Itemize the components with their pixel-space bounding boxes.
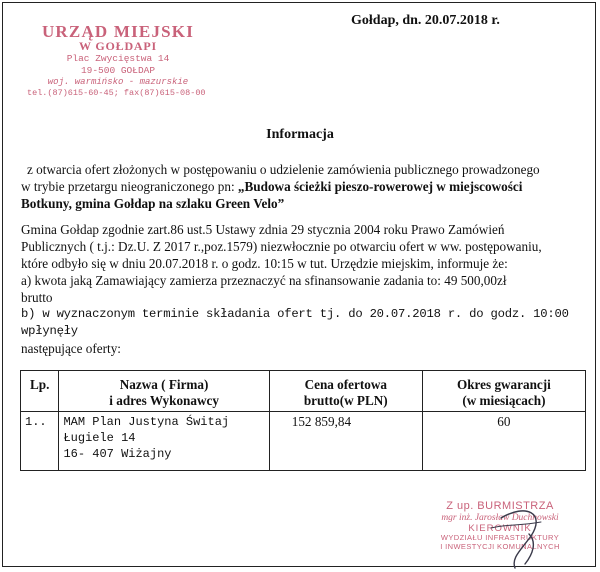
table-row <box>21 412 586 471</box>
info-paragraph <box>21 221 581 357</box>
office-stamp <box>27 22 206 98</box>
header-warranty-line1: Okres gwarancji <box>456 377 551 392</box>
budget-line-cont: brutto <box>21 290 53 305</box>
stamp-address-line2: 19-500 GOŁDAP <box>80 65 156 77</box>
project-title-part1: „Budowa ścieżki pieszo-rowerowej w miejscowości <box>237 179 523 194</box>
intro-procedure-text: w trybie przetargu nieograniczonego pn: <box>21 179 238 194</box>
signature-name: mgr inż. Jarosław Duchnowski <box>441 512 559 523</box>
signature-dept-line1: WYDZIAŁU INFRASTRUKTURY <box>440 533 560 543</box>
contractor-street: Ługiele 14 <box>63 431 136 445</box>
stamp-address-line1: Plac Zwycięstwa 14 <box>66 53 170 65</box>
project-title-part2: Botkuny, gmina Gołdap na szlaku Green Velo” <box>21 196 285 211</box>
header-price <box>269 371 422 412</box>
cell-contractor <box>59 412 269 471</box>
signature-stamp <box>415 500 585 552</box>
document-page <box>2 2 596 567</box>
budget-line: a) kwota jaką Zamawiający zamierza przeznaczyć na sfinansowanie zadania to: 49 500,00zł <box>21 273 507 288</box>
header-warranty <box>422 371 585 412</box>
info-line: Publicznych ( t.j.: Dz.U. Z 2017 r.,poz.1579) niezwłocznie po otwarciu ofert w ww. postępowaniu, <box>21 239 542 254</box>
cell-price: 152 859,84 <box>269 412 422 471</box>
offers-intro-line: następujące oferty: <box>21 341 121 356</box>
header-warranty-line2: (w miesiącach) <box>462 393 546 408</box>
stamp-subtitle: W GOŁDAPI <box>79 38 157 53</box>
offers-table <box>20 370 586 471</box>
header-contractor <box>59 371 269 412</box>
document-date: Gołdap, dn. 20.07.2018 r. <box>351 13 500 28</box>
header-price-line1: Cena ofertowa <box>304 377 387 392</box>
signature-role: KIEROWNIK <box>468 522 532 534</box>
cell-warranty: 60 <box>422 412 585 471</box>
info-line: które odbyło się w dniu 20.07.2018 r. o godz. 10:15 w tut. Urzędzie miejskim, informuje że: <box>21 256 508 271</box>
header-contractor-line2: i adres Wykonawcy <box>109 393 219 408</box>
table-header-row <box>21 371 586 412</box>
deadline-line: b) w wyznaczonym terminie składania ofert tj. do 20.07.2018 r. do godz. 10:00 wpłynęły <box>21 307 569 338</box>
signature-title: Z up. BURMISTRZA <box>446 500 554 512</box>
header-price-line2: brutto(w PLN) <box>303 393 388 408</box>
contractor-city: 16- 407 Wiżajny <box>63 447 172 461</box>
info-line: Gmina Gołdap zgodnie zart.86 ust.5 Ustawy zdnia 29 stycznia 2004 roku Prawo Zamówień <box>21 222 505 237</box>
stamp-region: woj. warmińsko - mazurskie <box>47 77 189 88</box>
contractor-name: MAM Plan Justyna Świtaj <box>63 415 230 429</box>
intro-line <box>21 178 581 195</box>
header-lp: Lp. <box>21 371 59 412</box>
intro-paragraph <box>21 161 581 212</box>
header-contractor-line1: Nazwa ( Firma) <box>119 377 209 392</box>
intro-line: z otwarcia ofert złożonych w postępowaniu o udzielenie zamówienia publicznego prowadzonego <box>27 162 540 177</box>
document-heading: Informacja <box>266 127 334 142</box>
stamp-phone: tel.(87)615-60-45; fax(87)615-08-00 <box>27 87 206 98</box>
signature-dept-line2: I INWESTYCJI KOMUNALNYCH <box>440 542 560 552</box>
stamp-title: URZĄD MIEJSKI <box>41 22 195 41</box>
cell-lp: 1.. <box>21 412 59 471</box>
